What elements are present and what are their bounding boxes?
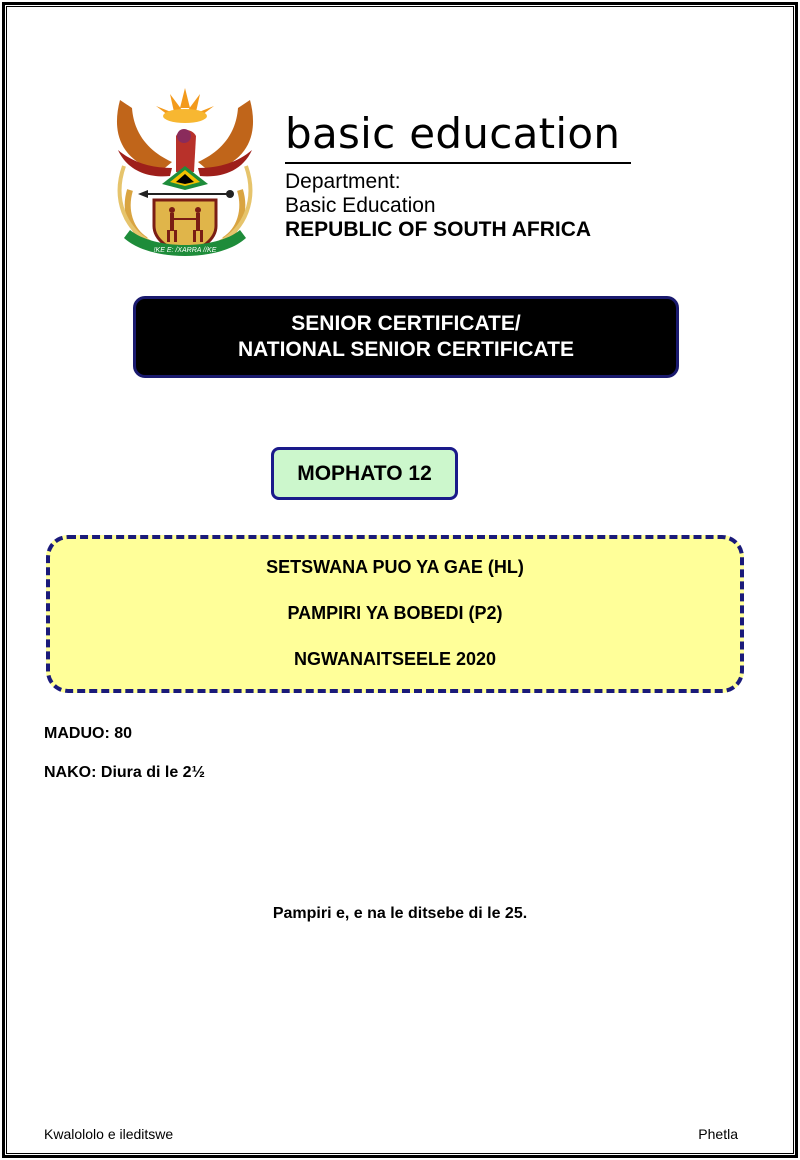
certificate-banner	[133, 296, 679, 378]
subject-panel	[46, 535, 744, 693]
certificate-line-1: SENIOR CERTIFICATE/	[291, 312, 521, 335]
footer-turn-over: Phetla	[698, 1126, 738, 1142]
coat-of-arms-icon	[110, 80, 260, 260]
department-branding	[285, 108, 635, 242]
brand-divider	[285, 162, 631, 164]
department-label: Department:	[285, 170, 401, 193]
marks-info: MADUO: 80	[44, 725, 133, 742]
grade-badge: MOPHATO 12	[271, 447, 458, 500]
page-count-note: Pampiri e, e na le ditsebe di le 25.	[272, 905, 528, 922]
footer-copyright: Kwalololo e ileditswe	[44, 1126, 174, 1142]
department-name: Basic Education	[285, 194, 436, 217]
paper-number: PAMPIRI YA BOBEDI (P2)	[287, 603, 503, 623]
svg-text:!KE E: /XARRA //KE: !KE E: /XARRA //KE	[153, 247, 217, 254]
time-info: NAKO: Diura di le 2½	[44, 764, 205, 781]
certificate-line-2: NATIONAL SENIOR CERTIFICATE	[238, 338, 574, 361]
country-name: REPUBLIC OF SOUTH AFRICA	[285, 218, 592, 241]
brand-title: basic education	[285, 109, 621, 158]
subject-name: SETSWANA PUO YA GAE (HL)	[266, 557, 524, 577]
exam-session: NGWANAITSEELE 2020	[293, 649, 497, 669]
